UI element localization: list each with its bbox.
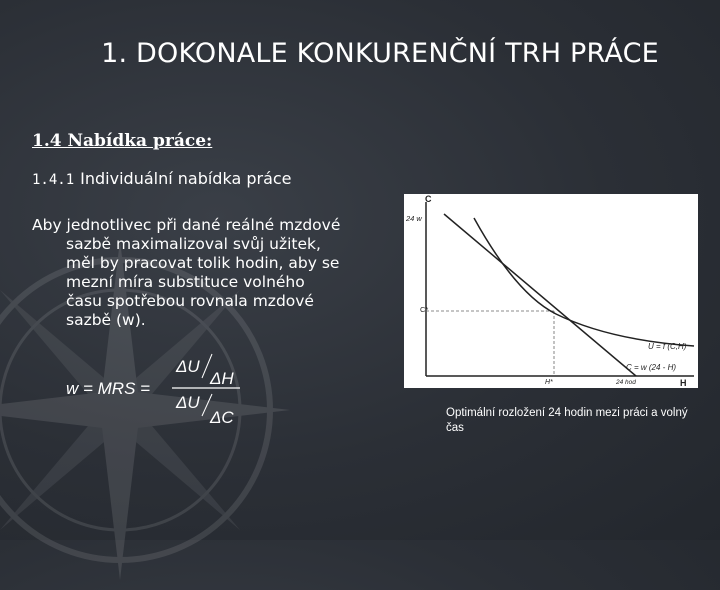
paragraph-line: mezní míra substituce volného [66, 273, 305, 291]
paragraph-line: sazbě (w). [66, 311, 146, 329]
formula-den-top: ΔU [176, 393, 200, 412]
formula-num-top: ΔU [176, 357, 200, 376]
y-top-label: 24 w [406, 214, 422, 223]
formula-lhs: w = MRS = [66, 379, 151, 398]
mrs-formula [62, 348, 272, 428]
subsection-title: Individuální nabídka práce [80, 169, 292, 188]
slide-title: 1. DOKONALE KONKURENČNÍ TRH PRÁCE [101, 38, 659, 69]
paragraph-line: měl by pracovat tolik hodin, aby se [66, 254, 340, 272]
x-axis-label: H [680, 378, 687, 388]
graph-svg [404, 194, 698, 388]
paragraph-line: času spotřebou rovnala mzdové [66, 292, 314, 310]
curve-c-label: C = w (24 - H) [626, 363, 677, 372]
paragraph-line: Aby jednotlivec při dané reálné mzdové [32, 216, 341, 234]
h-star-label: H* [545, 379, 553, 386]
budget-line [444, 214, 636, 376]
h-end-label: 24 hod [616, 379, 636, 386]
paragraph-line: sazbě maximalizoval svůj užitek, [66, 235, 321, 253]
paragraph [32, 216, 362, 330]
indifference-curve [474, 218, 694, 346]
formula-num-bottom: ΔH [210, 369, 234, 388]
formula-den-bottom: ΔC [210, 408, 234, 427]
y-axis-label: C [425, 194, 432, 204]
graph-caption: Optimální rozložení 24 hodin mezi práci a volný čas [446, 407, 688, 434]
curve-u-label: U = f (C,H) [648, 342, 687, 351]
section-heading: 1.4 Nabídka práce: [32, 131, 213, 151]
c-star-label: C* [420, 305, 429, 314]
subsection-heading [32, 169, 292, 188]
subsection-number: 1.4.1 [32, 172, 75, 188]
labor-supply-graph [404, 194, 698, 388]
